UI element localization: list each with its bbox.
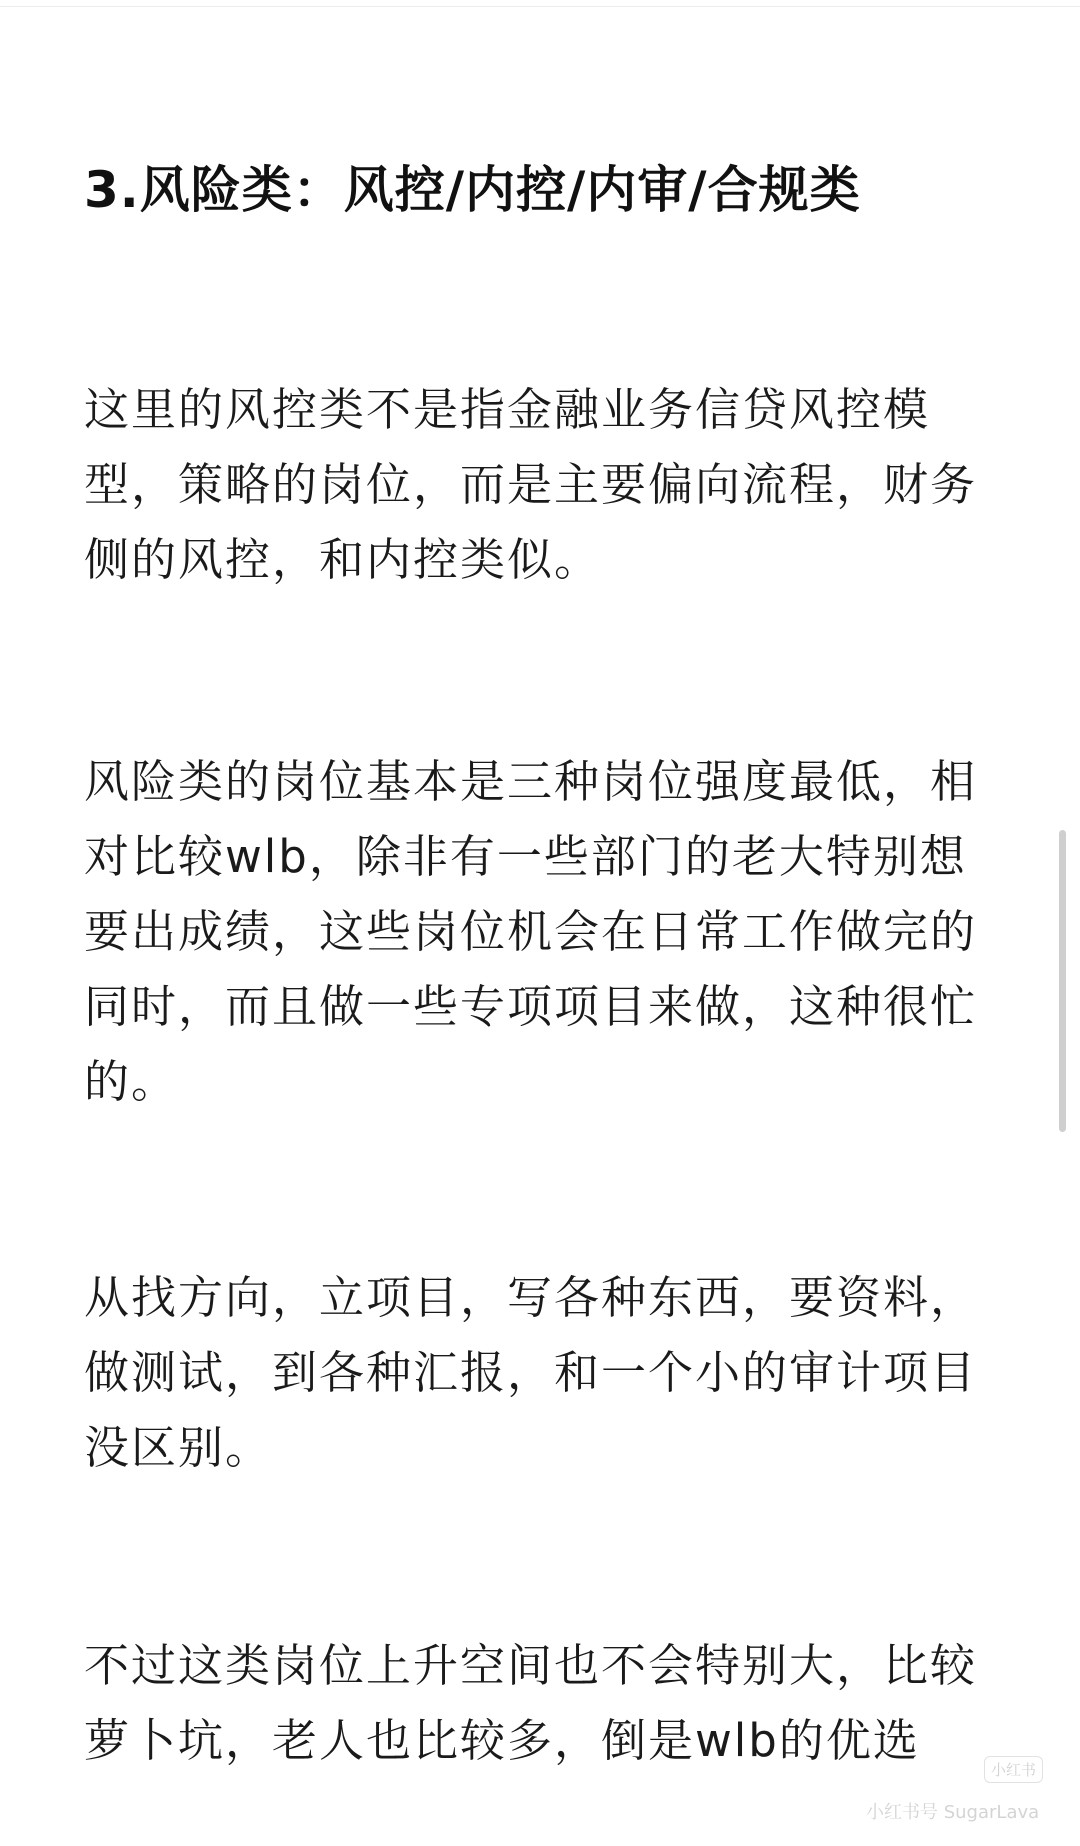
- paragraph-line: 的。: [84, 1055, 179, 1108]
- paragraph-line: 要出成绩，这些岗位机会在日常工作做完的: [84, 905, 978, 958]
- paragraph-line: 对比较wlb，除非有一些部门的老大特别想: [84, 830, 967, 883]
- watermark-badge: 小红书: [984, 1756, 1043, 1783]
- paragraph-2: [84, 744, 977, 1119]
- paragraph-line: 这里的风控类不是指金融业务信贷风控模: [84, 383, 931, 436]
- paragraph-line: 萝卜坑，老人也比较多，倒是wlb的优选: [84, 1714, 920, 1767]
- paragraph-line: 型，策略的岗位，而是主要偏向流程，财务: [84, 458, 978, 511]
- paragraph-3: [84, 1260, 977, 1485]
- section-heading: 3.风险类：风控/内控/内审/合规类: [84, 161, 861, 219]
- paragraph-line: 风险类的岗位基本是三种岗位强度最低，相: [84, 755, 978, 808]
- paragraph-4: [84, 1628, 977, 1778]
- paragraph-line: 从找方向，立项目，写各种东西，要资料，: [84, 1271, 978, 1324]
- paragraph-line: 不过这类岗位上升空间也不会特别大，比较: [84, 1639, 978, 1692]
- watermark-text: 小红书号 SugarLava: [866, 1802, 1040, 1823]
- paragraph-line: 同时，而且做一些专项项目来做，这种很忙: [84, 980, 978, 1033]
- paragraph-line: 做测试，到各种汇报，和一个小的审计项目: [84, 1346, 978, 1399]
- paragraph-1: [84, 372, 977, 597]
- paragraph-line: 没区别。: [84, 1421, 273, 1474]
- article-body: [84, 150, 1004, 1767]
- vertical-scrollbar[interactable]: [1059, 830, 1066, 1132]
- paragraph-line: 侧的风控，和内控类似。: [84, 533, 602, 586]
- top-divider: [0, 0, 1080, 7]
